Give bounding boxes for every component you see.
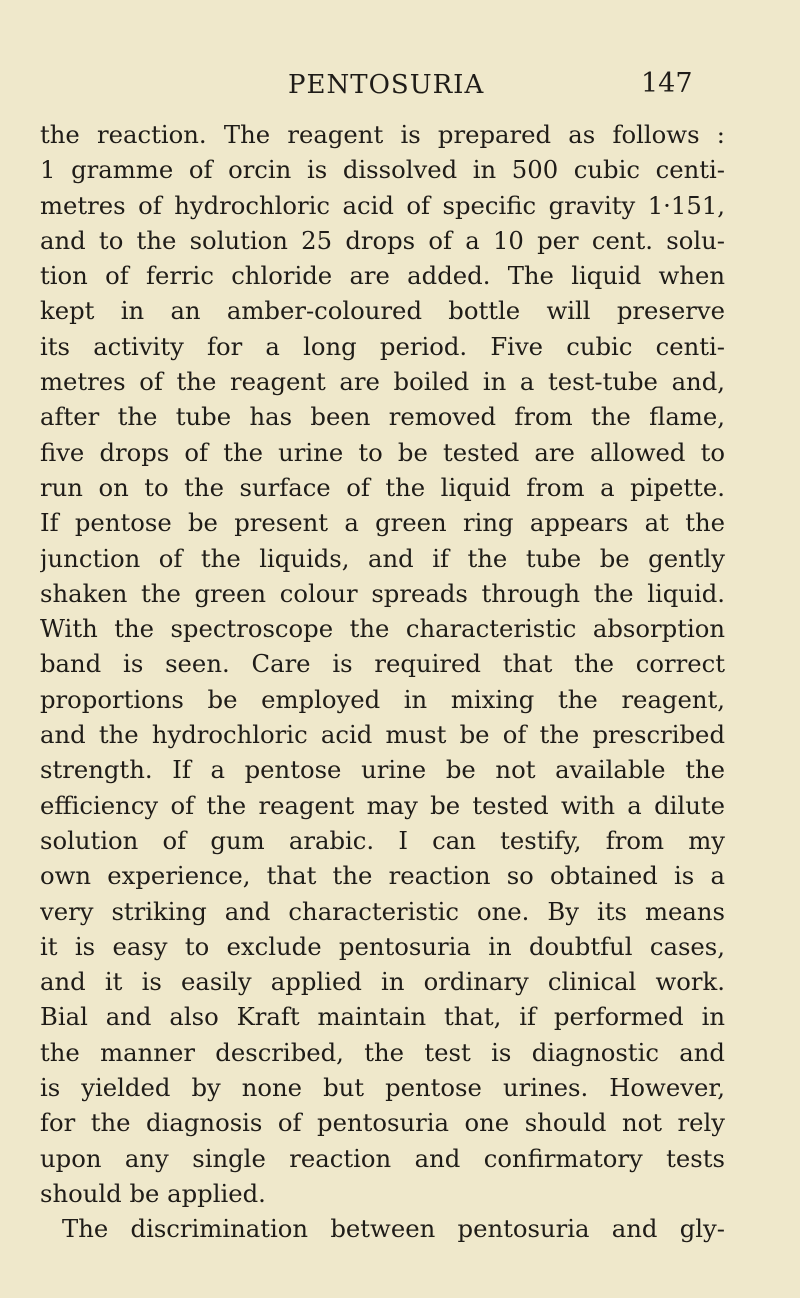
text-line: very striking and characteristic one. By its means [40, 896, 725, 926]
text-line: is yielded by none but pentose urines. However, [40, 1073, 725, 1103]
body-text [40, 117, 725, 1247]
text-line: it is easy to exclude pentosuria in doubtful cases, [40, 931, 725, 961]
text-line: for the diagnosis of pentosuria one should not rely [40, 1108, 725, 1138]
text-line: should be applied. [40, 1178, 266, 1208]
text-line: metres of the reagent are boiled in a test-tube and, [40, 367, 725, 397]
text-line: shaken the green colour spreads through the liquid. [40, 578, 725, 608]
text-line: proportions be employed in mixing the reagent, [40, 684, 725, 714]
text-line: its activity for a long period. Five cubic centi- [40, 331, 725, 361]
text-line: The discrimination between pentosuria and gly- [62, 1214, 725, 1244]
running-title: PENTOSURIA [288, 70, 485, 100]
text-line: own experience, that the reaction so obtained is a [40, 861, 725, 891]
text-line: If pentose be present a green ring appears at the [40, 508, 725, 538]
text-line: strength. If a pentose urine be not available the [40, 755, 725, 785]
page-number: 147 [641, 68, 693, 99]
text-line: kept in an amber-coloured bottle will preserve [40, 296, 725, 326]
text-line: upon any single reaction and confirmatory tests [40, 1143, 725, 1173]
text-line: and it is easily applied in ordinary clinical work. [40, 967, 725, 997]
text-line: solution of gum arabic. I can testify, from my [40, 825, 725, 855]
text-line: With the spectroscope the characteristic absorption [40, 614, 725, 644]
text-line: and to the solution 25 drops of a 10 per cent. solu- [40, 225, 725, 255]
text-line: junction of the liquids, and if the tube be gently [40, 543, 725, 573]
text-line: metres of hydrochloric acid of specific gravity 1·151, [40, 190, 725, 220]
text-line: after the tube has been removed from the flame, [40, 402, 725, 432]
text-line: tion of ferric chloride are added. The liquid when [40, 261, 725, 291]
text-line: five drops of the urine to be tested are allowed to [40, 437, 725, 467]
text-line: the reaction. The reagent is prepared as follows : [40, 120, 725, 149]
text-line: band is seen. Care is required that the correct [40, 649, 725, 679]
text-line: 1 gramme of orcin is dissolved in 500 cubic centi- [40, 155, 725, 185]
text-line: run on to the surface of the liquid from a pipette. [40, 472, 725, 502]
text-line: and the hydrochloric acid must be of the prescribed [40, 720, 725, 750]
text-line: the manner described, the test is diagnostic and [40, 1037, 725, 1067]
text-line: efficiency of the reagent may be tested with a dilute [40, 790, 725, 820]
text-line: Bial and also Kraft maintain that, if performed in [40, 1002, 725, 1032]
